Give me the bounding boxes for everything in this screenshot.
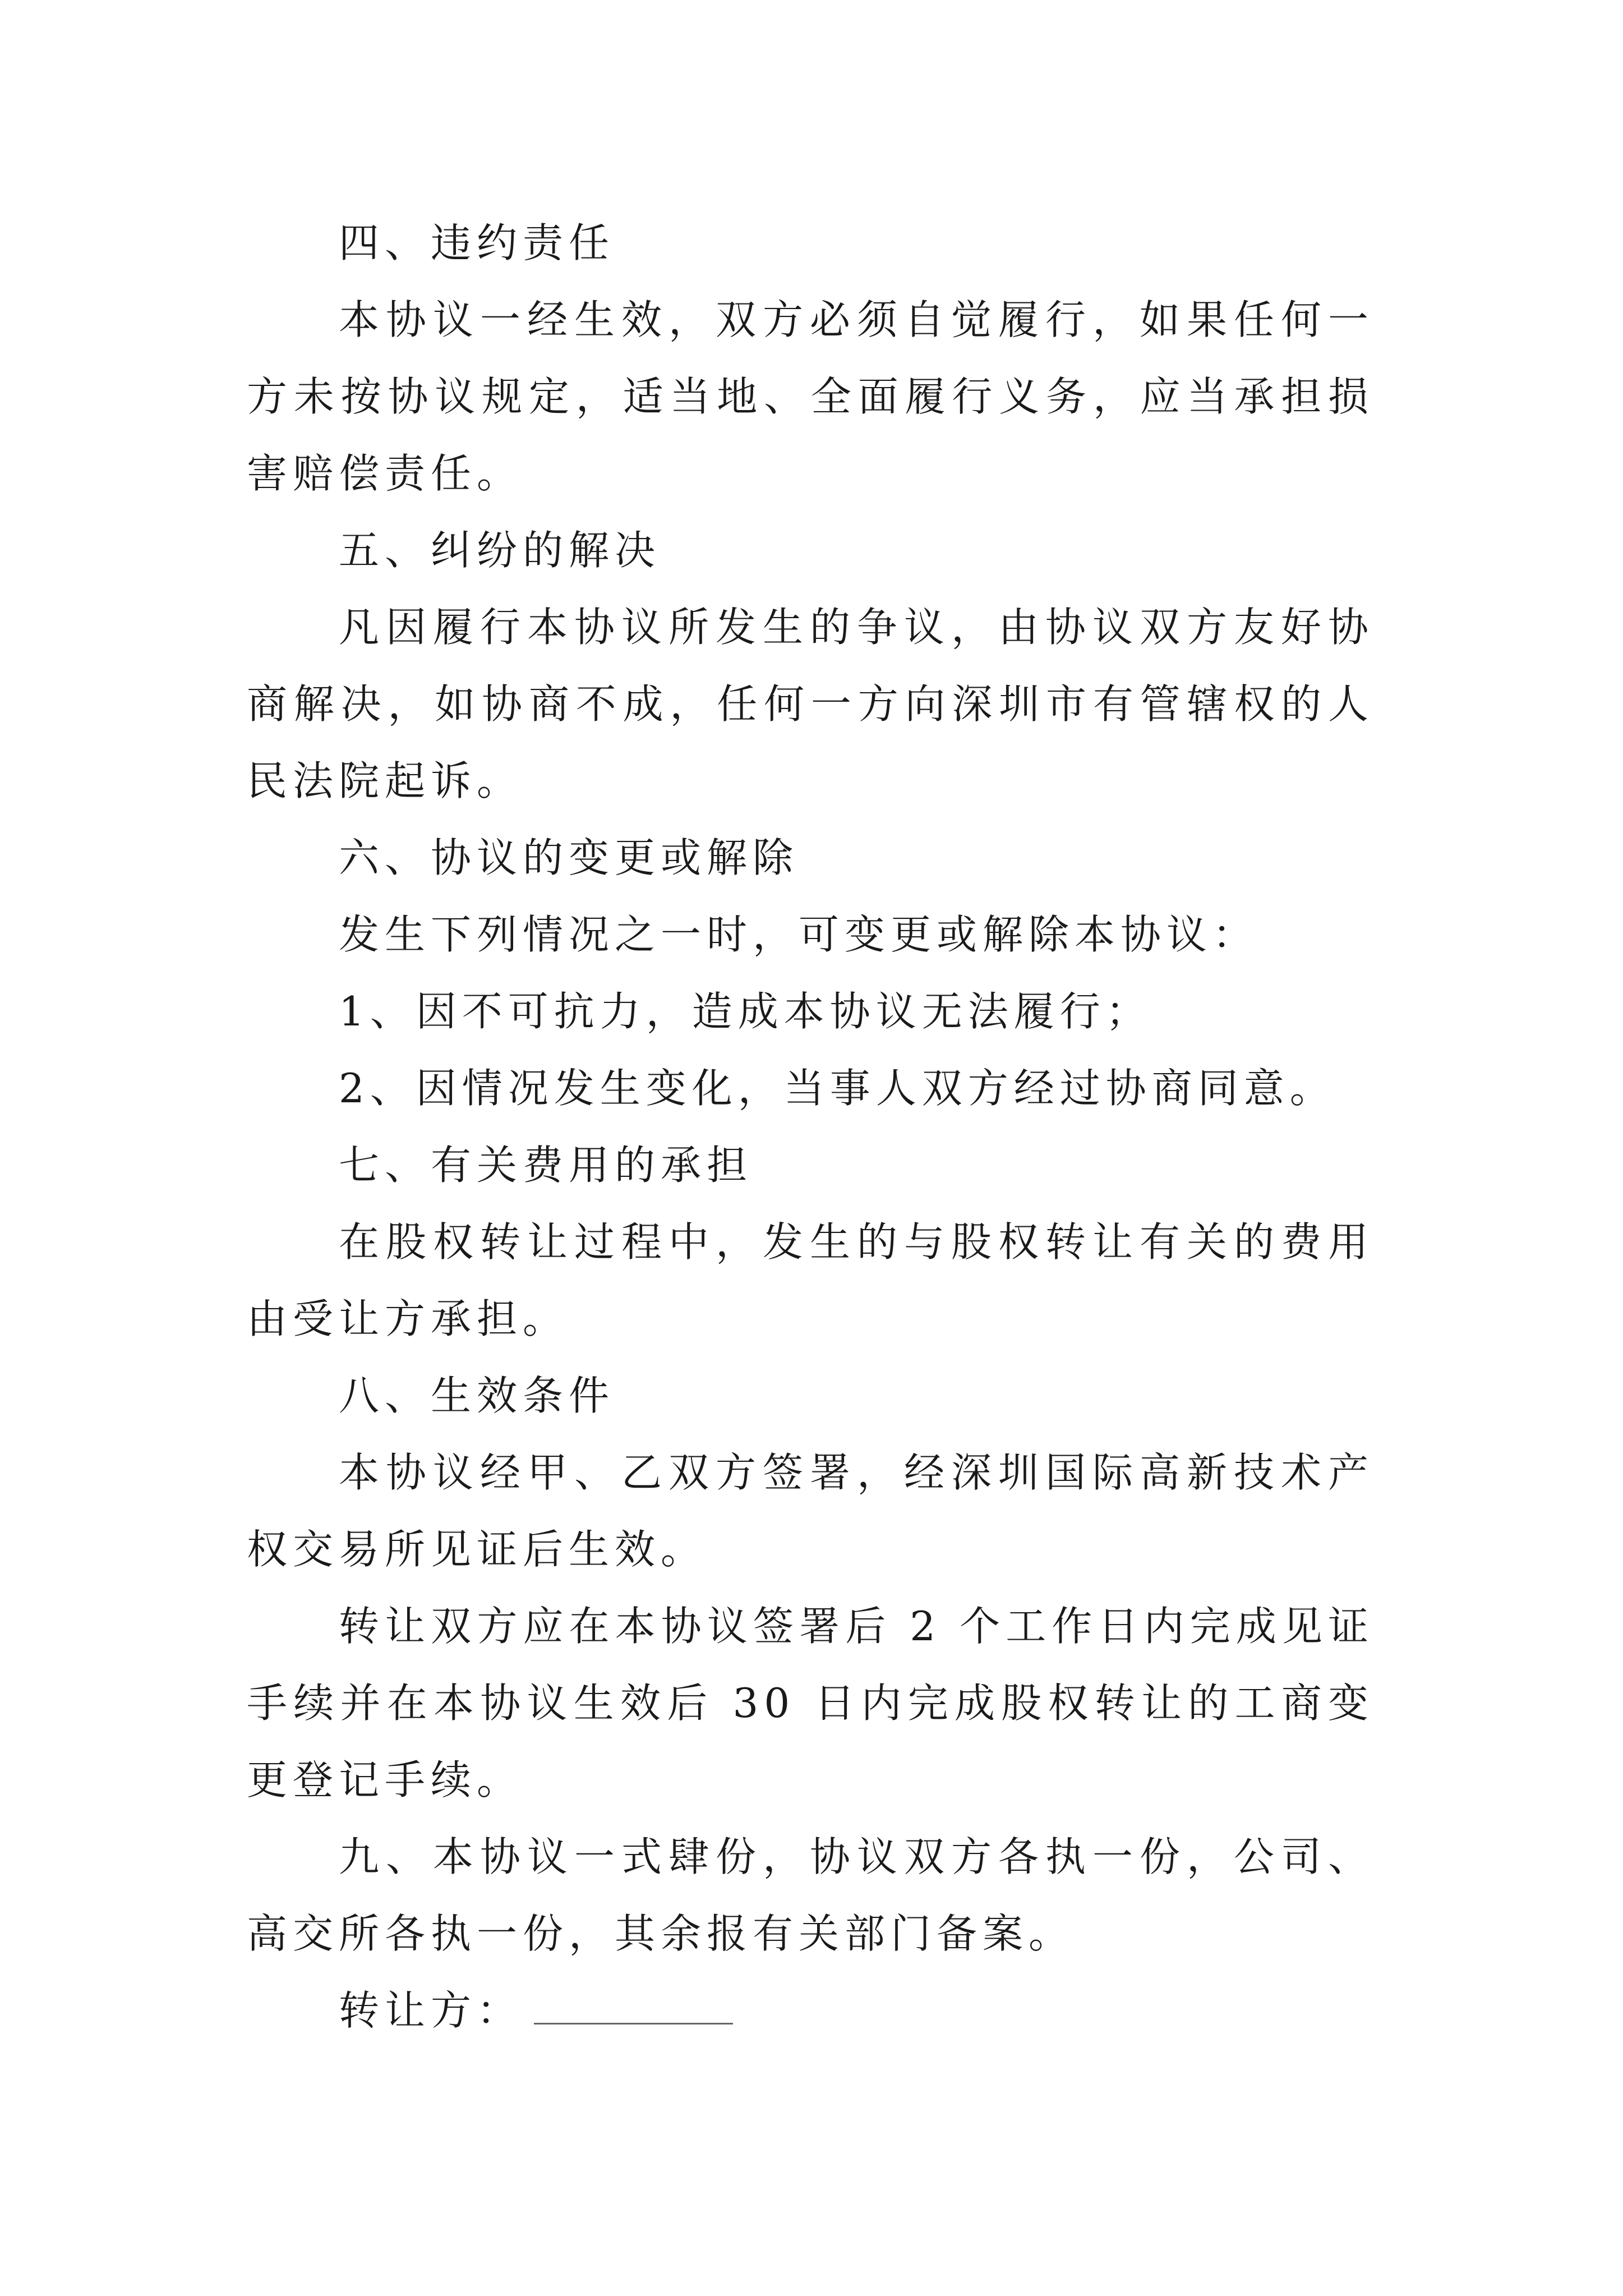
clause-amendment-item-2: 2、因情况发生变化，当事人双方经过协商同意。 [339, 1065, 1336, 1112]
clause-effective-text-2: 转让双方应在本协议签署后 2 个工作日内完成见证手续并在本协议生效后 30 日内完成股权转让的工商变更登记手续。 [247, 1603, 1374, 1803]
signature-blank-line [534, 1989, 733, 2024]
heading-breach-liability: 四、违约责任 [339, 219, 615, 266]
heading-amendment-termination: 六、协议的变更或解除 [339, 834, 799, 881]
document-body [247, 205, 1374, 2049]
clause-breach-liability-text: 本协议一经生效，双方必须自觉履行，如果任何一方未按协议规定，适当地、全面履行义务，应当承担损害赔偿责任。 [247, 296, 1374, 497]
clause-expenses-text: 在股权转让过程中，发生的与股权转让有关的费用由受让方承担。 [247, 1218, 1374, 1342]
signature-transferor [247, 1972, 1374, 2049]
clause-amendment-item-1: 1、因不可抗力，造成本协议无法履行； [339, 988, 1152, 1035]
heading-expenses: 七、有关费用的承担 [339, 1142, 753, 1189]
signature-label: 转让方： [339, 1987, 523, 2034]
clause-dispute-resolution-text: 凡因履行本协议所发生的争议，由协议双方友好协商解决，如协商不成，任何一方向深圳市有管辖权的人民法院起诉。 [247, 604, 1374, 804]
clause-effective-text-1: 本协议经甲、乙双方签署，经深圳国际高新技术产权交易所见证后生效。 [247, 1449, 1374, 1573]
clause-amendment-intro: 发生下列情况之一时，可变更或解除本协议： [339, 911, 1259, 958]
clause-copies: 九、本协议一式肆份，协议双方各执一份，公司、高交所各执一份，其余报有关部门备案。 [247, 1833, 1374, 1957]
heading-effective-conditions: 八、生效条件 [339, 1372, 615, 1419]
heading-dispute-resolution: 五、纠纷的解决 [339, 527, 661, 574]
